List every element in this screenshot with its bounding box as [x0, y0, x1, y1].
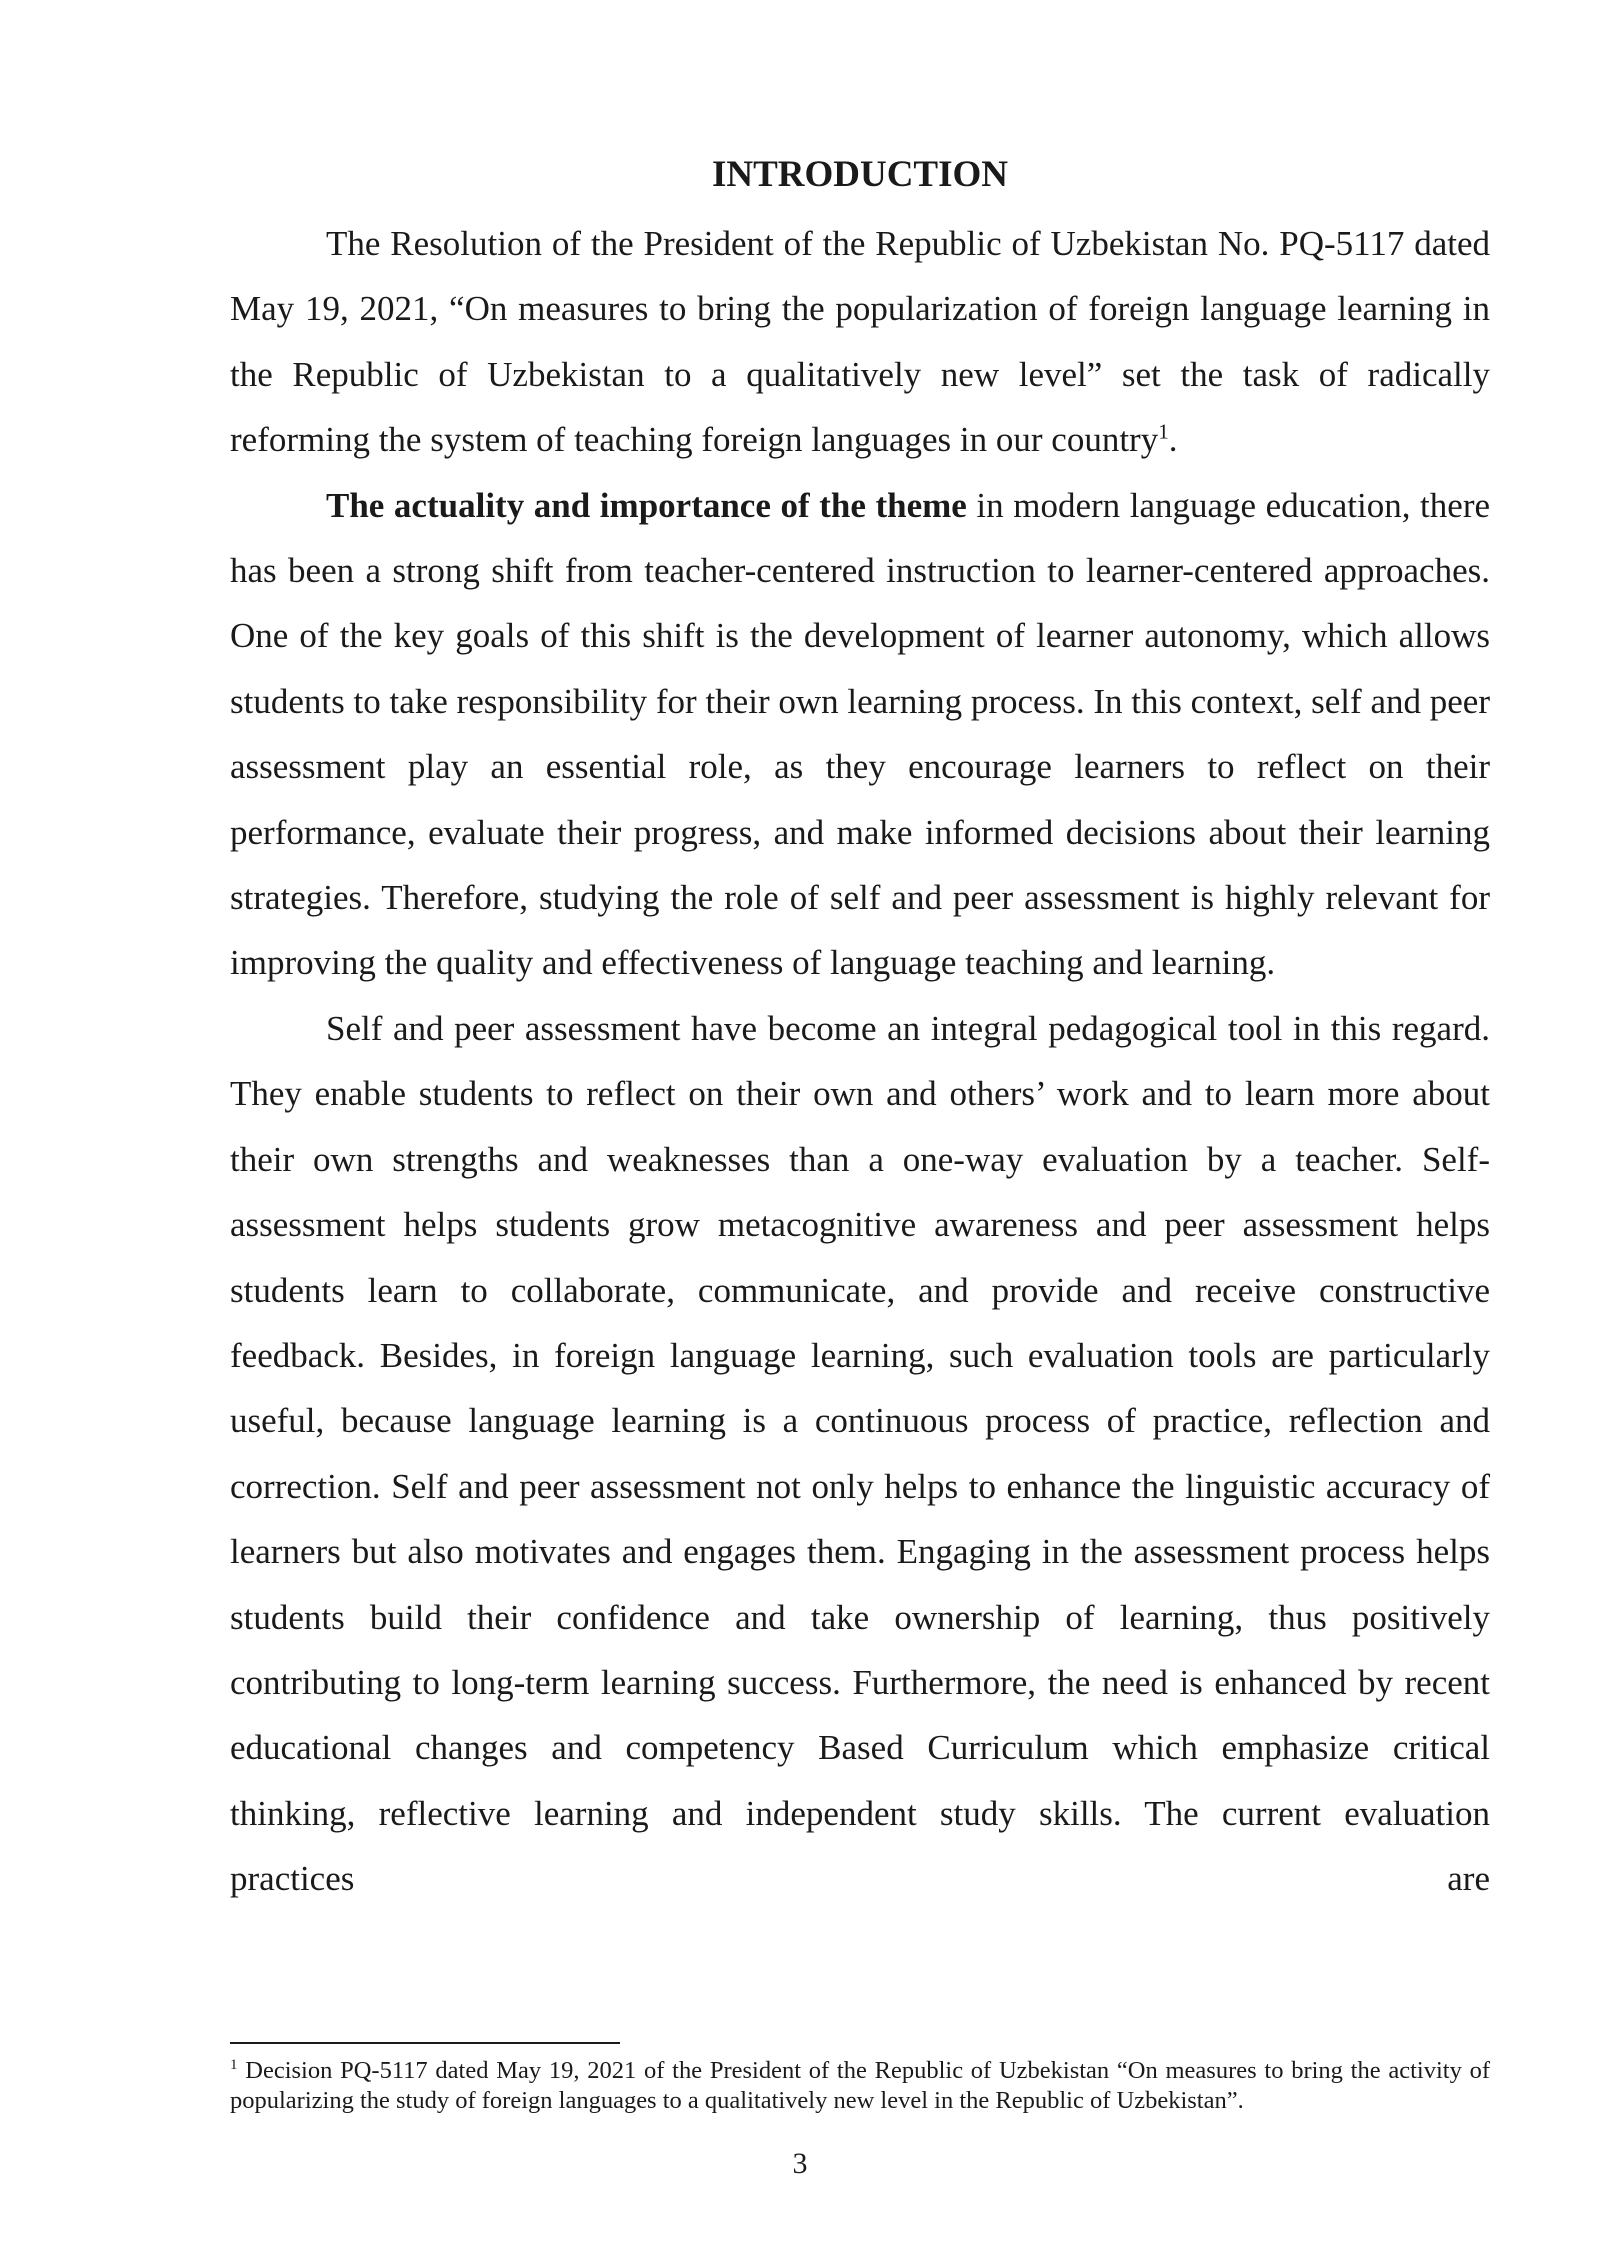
footnote-reference[interactable]: 1 — [1158, 419, 1169, 444]
paragraph-resolution-text: The Resolution of the President of the Republic of Uzbekistan No. PQ-5117 dated May 19, 2021, “On measures to bring the popularization of foreign language learning in the Republic of Uzbekistan to a qualitatively new level” set the task of radically reforming the system of teaching foreign languages in our country — [230, 224, 1490, 460]
body-text — [230, 211, 1490, 1912]
footnote-divider — [230, 2042, 620, 2044]
paragraph-actuality — [230, 473, 1490, 996]
page-number: 3 — [792, 2147, 808, 2180]
footnote — [230, 2056, 1490, 2116]
footnote-number: 1 — [230, 2056, 238, 2073]
paragraph-self-peer: Self and peer assessment have become an integral pedagogical tool in this regard. They enable students to reflect on their own and others’ work and to learn more about their own strengths and weaknesses than a one-way evaluation by a teacher. Self-assessment helps students grow metacognitive awareness and peer assessment helps students learn to collaborate, communicate, and provide and receive constructive feedback. Besides, in foreign language learning, such evaluation tools are particularly useful, because language learning is a continuous process of practice, reflection and correction. Self and peer assessment not only helps to enhance the linguistic accuracy of learners but also motivates and engages them. Engaging in the assessment process helps students build their confidence and take ownership of learning, thus positively contributing to long-term learning success. Furthermore, the need is enhanced by recent educational changes and competency Based Curriculum which emphasize critical thinking, reflective learning and independent study skills. The current evaluation practices are — [230, 1008, 1490, 1899]
paragraph-actuality-text: in modern language education, there has been a strong shift from teacher-centered instruction to learner-centered approaches. One of the key goals of this shift is the development of learner autonomy, which allows students to take responsibility for their own learning process. In this context, self and peer assessment play an essential role, as they encourage learners to reflect on their performance, evaluate their progress, and make informed decisions about their learning strategies. Therefore, studying the role of self and peer assessment is highly relevant for improving the quality and effectiveness of language teaching and learning. — [230, 485, 1491, 983]
paragraph-resolution — [230, 211, 1490, 473]
section-heading: INTRODUCTION — [711, 154, 1009, 195]
footnote-text: Decision PQ-5117 dated May 19, 2021 of the President of the Republic of Uzbekistan “On measures to bring the activity of popularizing the study of foreign languages to a qualitatively new level in the Republic of Uzbekistan”. — [230, 2057, 1490, 2114]
paragraph-actuality-lead: The actuality and importance of the theme — [326, 485, 967, 525]
paragraph-resolution-end: . — [1168, 420, 1178, 460]
